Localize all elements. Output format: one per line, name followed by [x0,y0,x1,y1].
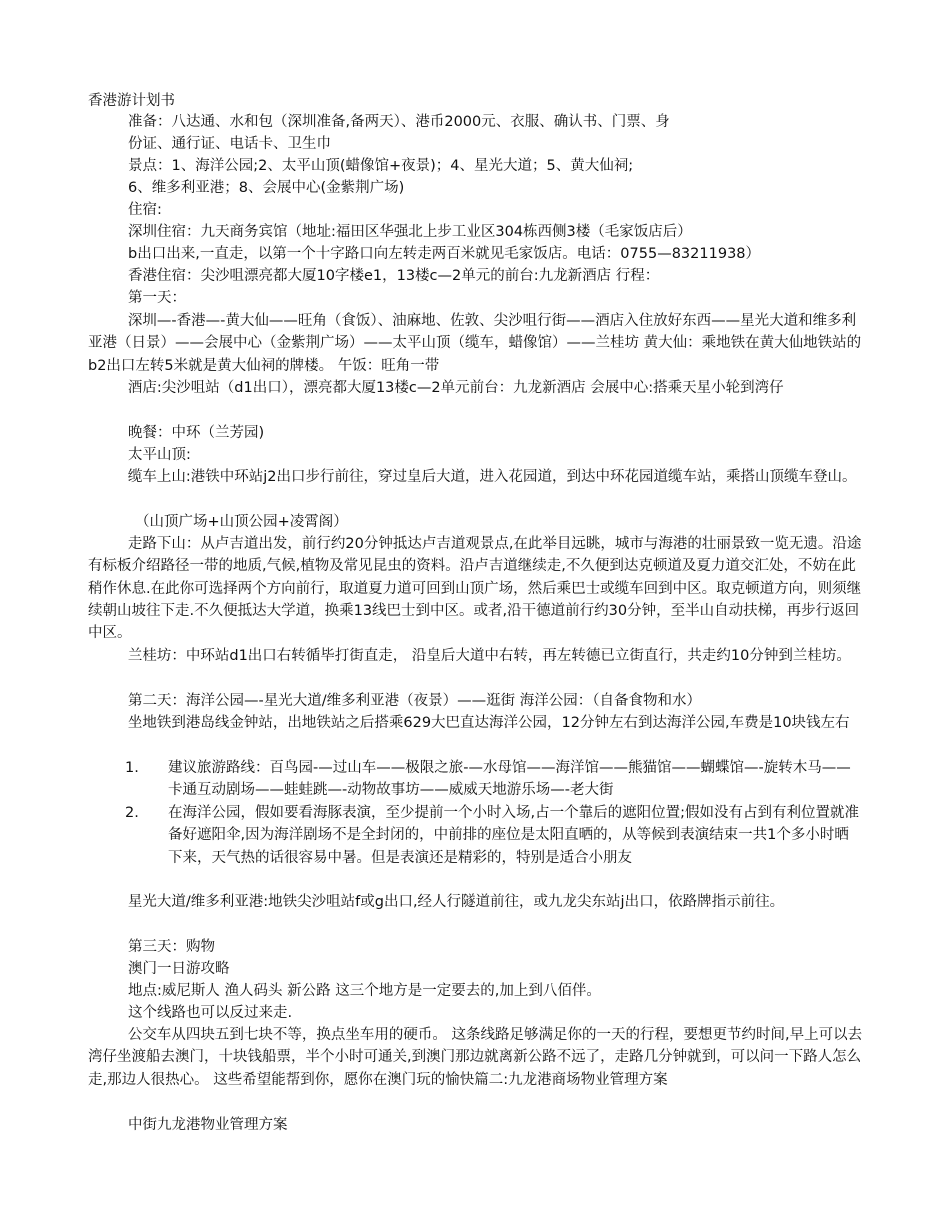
prep-line-1: 准备：八达通、水和包（深圳准备,备两天）、港币2000元、衣服、确认书、门票、身 [128,114,670,130]
day3-heading: 第三天：购物 [128,939,215,955]
lodging-heading: 住宿: [128,202,162,218]
walk-down-paragraph: 走路下山：从卢吉道出发，前行约20分钟抵达卢吉道观景点,在此举目远眺，城市与海港的壮丽景致一览无遗。沿途有标板介绍路径一带的地质,气候,植物及常见昆虫的资料。沿卢吉道继续走,不久便到达克顿道及夏力道交汇处，不妨在此稍作休息.在此你可选择两个方向前行，取道夏力道可回到山顶广场，然后乘巴士或缆车回到中区。取克顿道方向，则须继续朝山坡往下走.不久便抵达大学道，换乘13线巴士到中区。或者,沿干德道前行约30分钟，至半山自动扶梯，再步行返回中区。 [88,536,862,642]
cable-car-paragraph: 缆车上山:港铁中环站j2出口步行前往，穿过皇后大道，进入花园道，到达中环花园道缆车站，乘搭山顶缆车登山。 [127,469,857,485]
day2-heading: 第二天：海洋公园—-星光大道/维多利亚港（夜景）——逛街 海洋公园：（自备食物和水） [128,693,701,709]
hongkong-hotel: 香港住宿：尖沙咀漂亮都大厦10字楼e1，13楼c—2单元的前台:九龙新酒店 行程： [128,268,660,284]
peak-subtitle: （山顶广场+山顶公园+凌霄阁） [135,514,348,530]
spots-line-1: 景点：1、海洋公园;2、太平山顶(蜡像馆+夜景)；4、星光大道；5、黄大仙祠; [128,158,634,174]
shenzhen-directions: b出口出来,一直走，以第一个十字路口向左转走两百米就见毛家饭店。电话：0755—83211938） [128,246,761,262]
shenzhen-hotel: 深圳住宿：九天商务宾馆（地址:福田区华强北上步工业区304栋西侧3楼（毛家饭店后） [128,224,692,240]
reverse-note: 这个线路也可以反过来走. [128,1005,293,1021]
macau-heading: 澳门一日游攻略 [128,961,230,977]
macau-places: 地点:威尼斯人 渔人码头 新公路 这三个地方是一定要去的,加上到八佰伴。 [128,983,601,999]
prep-line-2: 份证、通行证、电话卡、卫生巾 [128,136,331,152]
dinner-line: 晚餐：中环（兰芳园) [128,425,265,441]
list-number: 1. [125,760,139,776]
day1-route: 深圳—-香港—-黄大仙——旺角（食饭）、油麻地、佐敦、尖沙咀行街——酒店入住放好东西——星光大道和维多利亚港（日景）——会展中心（金紫荆广场）——太平山顶（缆车，蜡像馆）——兰桂坊 黄大仙：乘地铁在黄大仙地铁站的b2出口左转5米就是黄大仙祠的牌楼。 午饭：旺角一带 [88,313,862,374]
day2-transport: 坐地铁到港岛线金钟站，出地铁站之后搭乘629大巴直达海洋公园，12分钟左右到达海洋公园,车费是10块钱左右 [127,715,850,731]
last-heading: 中街九龙港物业管理方案 [128,1117,288,1133]
doc-title: 香港游计划书 [88,93,175,109]
peak-heading: 太平山顶: [128,447,191,463]
list-text: 建议旅游路线：百鸟园-—过山车——极限之旅-—水母馆——海洋馆——熊猫馆——蝴蝶馆—-旋转木马——卡通互动剧场——蛙蛙跳—-动物故事坊——威威天地游乐场—-老大街 [168,760,851,799]
star-avenue-paragraph: 星光大道/维多利亚港:地铁尖沙咀站f或g出口,经人行隧道前往，或九龙尖东站j出口，依路牌指示前往。 [127,894,785,910]
hotel-note: 酒店:尖沙咀站（d1出口），漂亮都大厦13楼c—2单元前台：九龙新酒店 会展中心:搭乘天星小轮到湾仔 [127,380,784,396]
list-text: 在海洋公园，假如要看海豚表演，至少提前一个小时入场,占一个靠后的遮阳位置;假如没有占到有利位置就准备好遮阳伞,因为海洋剧场不是全封闭的，中前排的座位是太阳直晒的，从等候到表演结束一共1个多小时晒下来，天气热的话很容易中暑。但是表演还是精彩的，特别是适合小朋友 [168,805,859,866]
list-number: 2. [125,805,139,821]
day1-heading: 第一天： [128,290,186,306]
lan-kwai-fong-paragraph: 兰桂坊：中环站d1出口右转循毕打街直走， 沿皇后大道中右转，再左转德已立街直行，共走约10分钟到兰桂坊。 [127,648,851,664]
spots-line-2: 6、维多利亚港；8、会展中心(金紫荆广场) [128,180,405,196]
bus-paragraph: 公交车从四块五到七块不等，换点坐车用的硬币。 这条线路足够满足你的一天的行程，要想更节约时间,早上可以去湾仔坐渡船去澳门，十块钱船票，半个小时可通关,到澳门那边就离新公路不远了，走路几分钟就到，可以问一下路人怎么走,那边人很热心。 这些希望能帮到你，愿你在澳门玩的愉快篇二:九龙港商场物业管理方案 [88,1027,863,1088]
